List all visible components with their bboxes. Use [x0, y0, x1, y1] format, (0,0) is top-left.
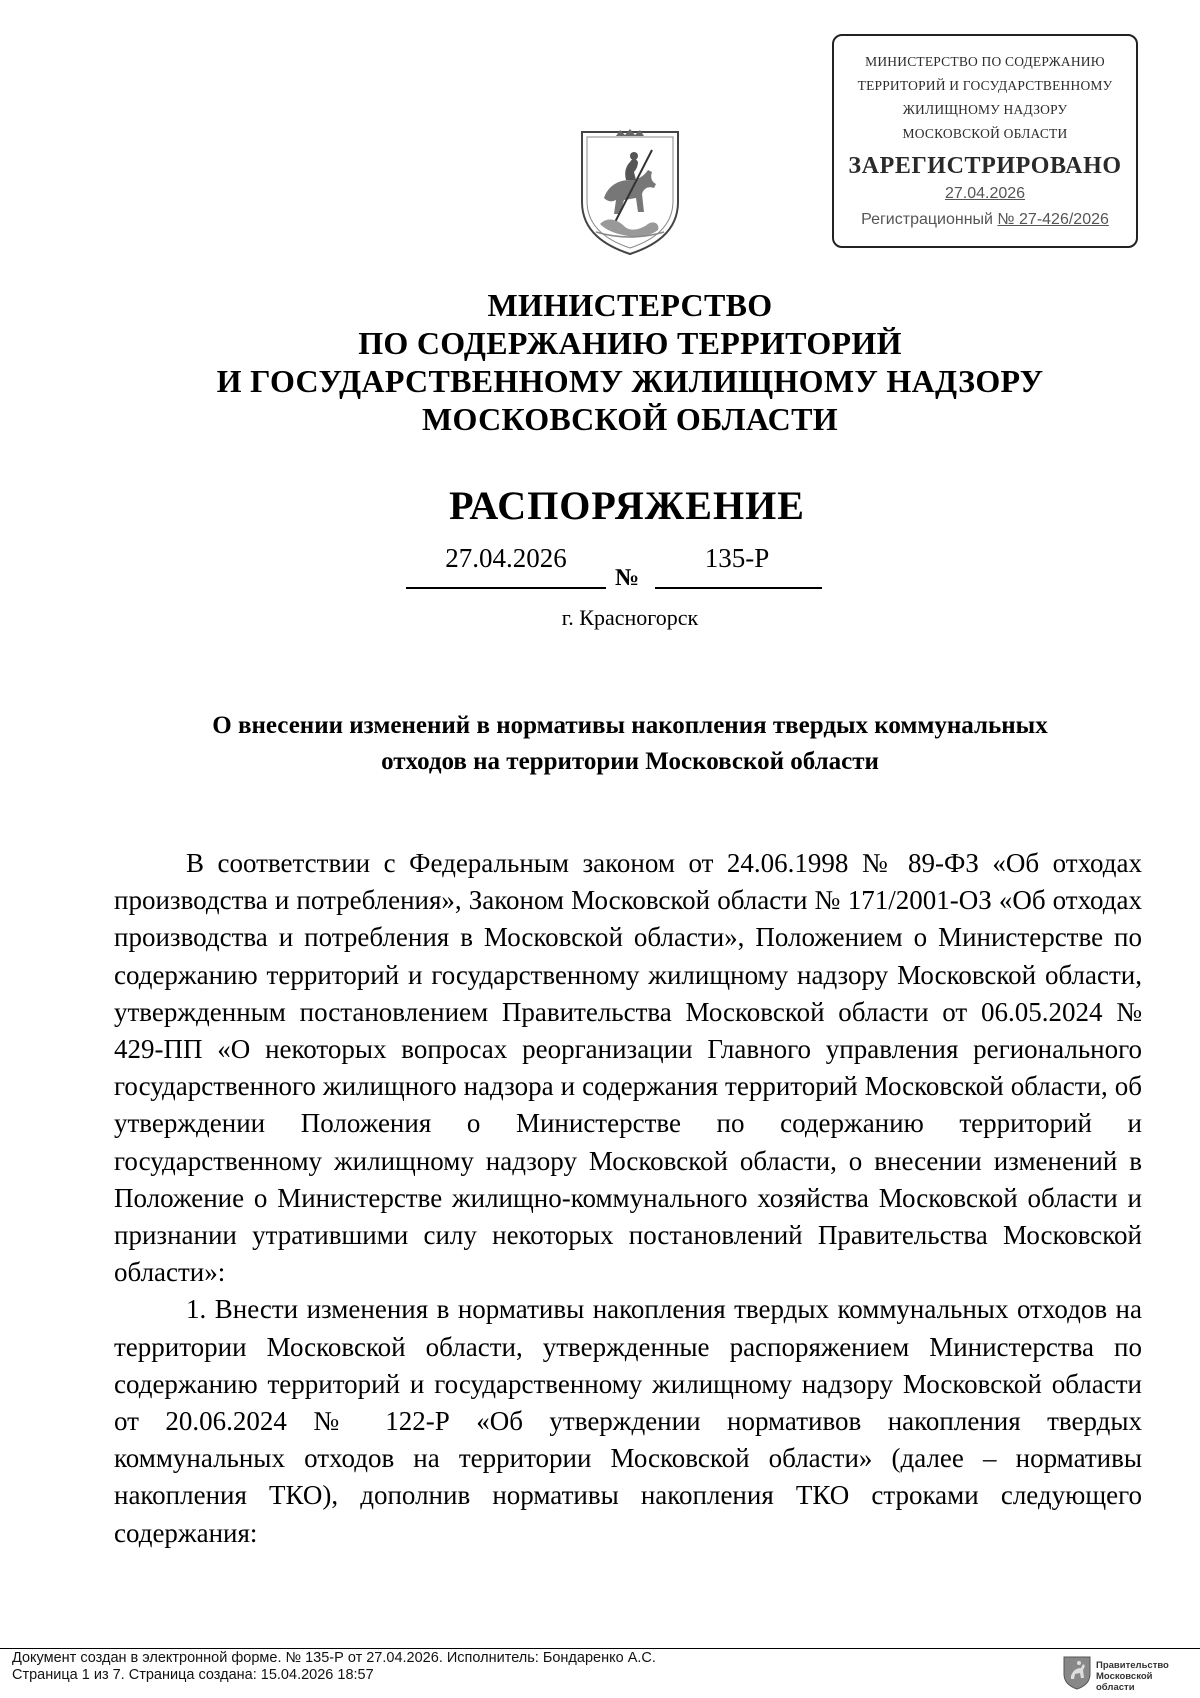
registration-stamp: [832, 34, 1138, 248]
stamp-org-line: ТЕРРИТОРИЙ И ГОСУДАРСТВЕННОМУ: [857, 78, 1113, 93]
footer-line-2: Страница 1 из 7. Страница создана: 15.04.2026 18:57: [12, 1667, 374, 1683]
government-logo-text: [1096, 1660, 1192, 1693]
stamp-reg-label: Регистрационный: [861, 211, 993, 228]
ministry-name-line: МОСКОВСКОЙ ОБЛАСТИ: [422, 401, 838, 437]
ministry-name-line: ПО СОДЕРЖАНИЮ ТЕРРИТОРИЙ: [358, 325, 902, 361]
logo-text-line: Правительство: [1096, 1660, 1169, 1671]
preamble-paragraph: В соответствии с Федеральным законом от 24.06.1998 № 89-ФЗ «Об отходах производства и потребления», Законом Московской области № 171/2001-ОЗ «Об отходах производства и потребления в Московской области», Положением о Министерстве по содержанию территорий и государственному жилищному надзору Московской области, утвержденным постановлением Правительства Московской области от 06.05.2024 № 429-ПП «О некоторых вопросах реорганизации Главного управления регионального государственного жилищного надзора и содержания территорий Московской области, об утверждении Положения о Министерстве по содержанию территорий и государственному жилищному надзору Московской области, о внесении изменений в Положение о Министерстве жилищно-коммунального хозяйства Московской области и признании утратившими силу некоторых постановлений Правительства Московской области»:: [114, 848, 1142, 1288]
footer-line-1: Документ создан в электронной форме. № 135-Р от 27.04.2026. Исполнитель: Бондаренко А.С.: [12, 1650, 656, 1666]
stamp-org-line: ЖИЛИЩНОМУ НАДЗОРУ: [902, 102, 1068, 117]
document-body: [114, 845, 1142, 1552]
number-underline: [655, 587, 822, 589]
footer-divider: [0, 1648, 1200, 1649]
stamp-reg-value: № 27-426/2026: [997, 211, 1109, 228]
footer-info: [12, 1650, 656, 1684]
document-number: 135-Р: [704, 543, 770, 573]
document-type: РАСПОРЯЖЕНИЕ: [449, 483, 805, 528]
moscow-region-coat-of-arms-icon: [578, 128, 682, 258]
stamp-organization: [834, 50, 1136, 146]
stamp-org-line: МОСКОВСКОЙ ОБЛАСТИ: [902, 126, 1068, 141]
document-city: г. Красногорск: [561, 605, 699, 630]
clause-paragraph: 1. Внести изменения в нормативы накопления твердых коммунальных отходов на территории Московской области, утвержденные распоряжением Министерства по содержанию территорий и государственному жилищному надзору Московской области от 20.06.2024 № 122-Р «Об утверждении нормативов накопления твердых коммунальных отходов на территории Московской области» (далее – нормативы накопления ТКО), дополнив нормативы накопления ТКО строками следующего содержания:: [114, 1294, 1142, 1548]
stamp-org-line: МИНИСТЕРСТВО ПО СОДЕРЖАНИЮ: [865, 54, 1105, 69]
document-subject: [140, 708, 1120, 780]
government-logo-icon: [1062, 1654, 1092, 1690]
stamp-status: ЗАРЕГИСТРИРОВАНО: [848, 153, 1122, 179]
number-sign: №: [615, 565, 640, 591]
date-underline: [406, 587, 606, 589]
document-date: 27.04.2026: [445, 543, 567, 573]
logo-text-line: Московской области: [1096, 1671, 1153, 1693]
ministry-name-line: И ГОСУДАРСТВЕННОМУ ЖИЛИЩНОМУ НАДЗОРУ: [216, 363, 1044, 399]
subject-line: отходов на территории Московской области: [381, 748, 879, 775]
subject-line: О внесении изменений в нормативы накопления твердых коммунальных: [212, 712, 1048, 739]
ministry-name-line: МИНИСТЕРСТВО: [487, 287, 773, 323]
stamp-date: 27.04.2026: [944, 185, 1026, 202]
stamp-reg-number: [834, 209, 1136, 231]
ministry-name: [0, 286, 1200, 438]
government-logo: [1062, 1652, 1192, 1694]
